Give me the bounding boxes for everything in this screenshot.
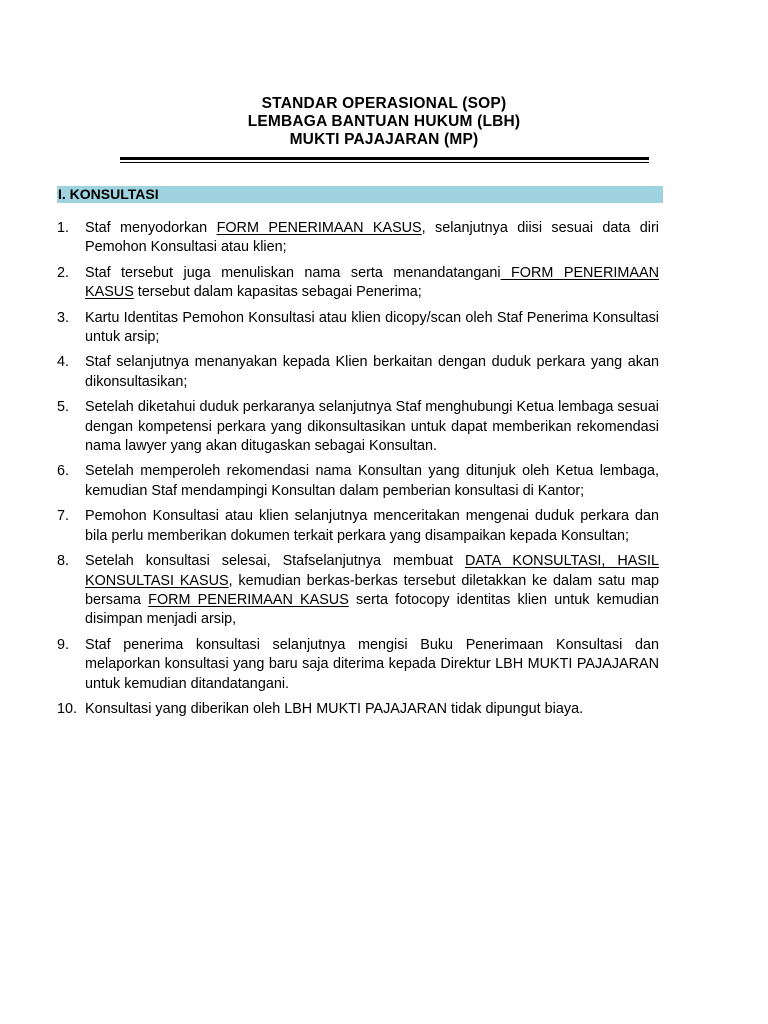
procedure-list [57, 219, 659, 725]
list-item [57, 398, 659, 456]
list-item [57, 353, 659, 392]
list-item-text: Staf selanjutnya menanyakan kepada Klien berkaitan dengan duduk perkara yang akan dikonsultasikan; [85, 354, 659, 390]
list-item [57, 264, 659, 303]
form-reference: FORM PENERIMAAN KASUS [148, 591, 349, 608]
list-item-number: 9. [57, 636, 70, 653]
list-item-text: Setelah diketahui duduk perkaranya selanjutnya Staf menghubungi Ketua lembaga sesuai dengan kompetensi perkara yang dikonsultasikan untuk dapat memberikan rekomendasi nama lawyer yang akan ditugaskan sebagai Konsultan. [85, 399, 659, 455]
list-item [57, 552, 659, 630]
list-item-text: Kartu Identitas Pemohon Konsultasi atau klien dicopy/scan oleh Staf Penerima Konsultasi untuk arsip; [85, 309, 659, 346]
list-item-text: , selanjutnya diisi sesuai data diri Pemohon Konsultasi atau klien; [85, 220, 659, 256]
list-item [57, 219, 659, 258]
list-item [57, 309, 659, 348]
list-item [57, 700, 659, 719]
form-reference: FORM PENERIMAAN KASUS [216, 220, 422, 236]
list-item [57, 636, 659, 694]
list-item-number: 10. [57, 700, 78, 717]
list-item-text: tersebut dalam kapasitas sebagai Penerima; [133, 284, 422, 301]
list-item-text: Staf tersebut juga menuliskan nama serta menandatangani [85, 264, 501, 281]
list-item [57, 462, 659, 501]
section-heading: I. KONSULTASI [58, 186, 159, 202]
header-title-line-3: MUKTI PAJAJARAN (MP) [289, 131, 479, 148]
list-item-text: serta fotocopy identitas klien untuk kemudian disimpan menjadi arsip, [85, 591, 659, 628]
list-item-number: 4. [57, 354, 70, 371]
list-item-text: Setelah memperoleh rekomendasi nama Konsultan yang ditunjuk oleh Ketua lembaga, kemudian Staf mendampingi Konsultan dalam pemberian konsultasi di Kantor; [85, 463, 659, 499]
form-reference: FORM PENERIMAAN KASUS [85, 264, 659, 301]
list-item-number: 3. [57, 309, 70, 326]
list-item-text: , kemudian berkas-berkas tersebut diletakkan ke dalam satu map bersama [85, 572, 659, 608]
list-item-number: 7. [57, 508, 70, 525]
header-divider-thick [120, 157, 649, 160]
form-reference: DATA KONSULTASI, HASIL KONSULTASI KASUS [85, 553, 659, 589]
document-header [0, 95, 768, 149]
header-divider-thin [120, 162, 649, 163]
list-item [57, 507, 659, 546]
list-item-text: Pemohon Konsultasi atau klien selanjutnya menceritakan mengenai duduk perkara dan bila perlu memberikan dokumen terkait perkara yang disampaikan kepada Konsultan; [85, 508, 659, 544]
list-item-number: 1. [57, 220, 70, 236]
list-item-number: 8. [57, 553, 70, 570]
list-item-text: Konsultasi yang diberikan oleh LBH MUKTI PAJAJARAN tidak dipungut biaya. [85, 700, 584, 717]
header-title-line-2: LEMBAGA BANTUAN HUKUM (LBH) [247, 113, 521, 130]
list-item-text: Staf menyodorkan [85, 220, 217, 236]
header-title-line-1: STANDAR OPERASIONAL (SOP) [261, 95, 507, 112]
list-item-number: 2. [57, 264, 70, 281]
list-item-number: 6. [57, 463, 70, 480]
list-item-text: Staf penerima konsultasi selanjutnya mengisi Buku Penerimaan Konsultasi dan melaporkan konsultasi yang baru saja diterima kepada Direktur LBH MUKTI PAJAJARAN untuk kemudian ditandatangani. [85, 636, 659, 692]
list-item-number: 5. [57, 399, 70, 416]
list-item-text: Setelah konsultasi selesai, Stafselanjutnya membuat [85, 553, 465, 570]
